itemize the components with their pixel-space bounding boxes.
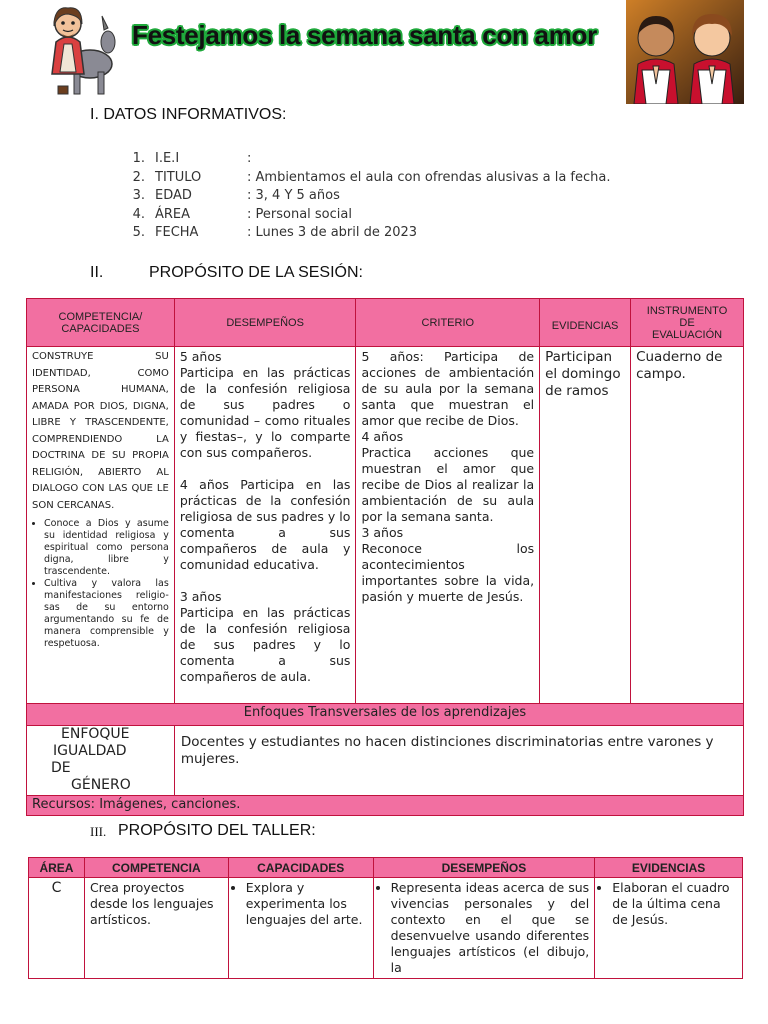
header-evidencias: EVIDENCIAS <box>595 858 743 878</box>
header-competencia: COMPETENCIA <box>84 858 228 878</box>
header-desempenos: DESEMPEÑOS <box>373 858 595 878</box>
list-item: • Conoce a Dios y asume su identidad religiosa y espiritual como persona digna, libre y trascendente. <box>44 518 169 578</box>
list-item: • Representa ideas acerca de sus vivencias personales y del contexto en el que se desenvuelve usando diferentes lenguajes artísticos (el dibujo, la <box>391 880 590 976</box>
enfoque-description: Docentes y estudiantes no hacen distinciones discriminatorias entre varones y mujeres. <box>174 726 743 796</box>
cell-evidencias <box>595 878 743 979</box>
workshop-purpose-table <box>28 857 743 979</box>
enfoque-name: ENFOQUE IGUALDAD DE GÉNERO <box>27 726 175 796</box>
info-list <box>125 151 725 246</box>
table-header-row <box>29 858 743 878</box>
table-header-row <box>27 299 744 347</box>
header-capacidades: CAPACIDADES <box>228 858 373 878</box>
capacidades-list <box>32 518 169 650</box>
header-evidencias: EVIDENCIAS <box>540 299 631 347</box>
section-proposito-sesion-number: II. <box>90 264 104 281</box>
page-title: Festejamos la semana santa con amor <box>132 20 597 50</box>
info-item-area: 4. ÁREA : Personal social <box>132 207 352 222</box>
cell-desempenos: 5 años Participa en las prácticas de la confesión religiosa de sus padres o comunidad – como rituales y fiestas–, y lo comparte con sus compañeros. 4 años Participa en las prácticas de la confesión religiosa de sus padres y lo comenta a sus compañeros de aula y comunidad educativa. 3 años Participa en las prácticas de la confesión religiosa de sus padres y lo comenta a sus compañeros de aula. <box>174 347 356 704</box>
cell-criterio: 5 años: Participa de acciones de ambientación de su aula por la semana santa que muestran el amor que recibe de Dios. 4 años Practica acciones que muestran el amor que recibe de Dios al realizar la ambientación de su aula por la semana santa. 3 años Reconoce los acontecimientos importantes sobre la vida, pasión y muerte de Jesús. <box>356 347 540 704</box>
info-item-iei: 1. I.E.I : <box>132 151 252 166</box>
table-row <box>29 878 743 979</box>
section-proposito-taller-title: PROPÓSITO DEL TALLER: <box>118 822 316 839</box>
cell-competencia <box>27 347 175 704</box>
session-purpose-table <box>26 298 744 816</box>
header-area: ÁREA <box>29 858 85 878</box>
cell-evidencias: Participan el domingo de ramos <box>540 347 631 704</box>
cell-capacidades <box>228 878 373 979</box>
header-instrumento: INSTRUMENTO DE EVALUACIÓN <box>631 299 744 347</box>
cell-desempenos <box>373 878 595 979</box>
table-row <box>27 347 744 704</box>
children-praying-illustration <box>626 0 744 104</box>
enfoques-row <box>27 704 744 726</box>
enfoque-row <box>27 726 744 796</box>
header-criterio: CRITERIO <box>356 299 540 347</box>
info-item-fecha: 5. FECHA : Lunes 3 de abril de 2023 <box>132 225 418 240</box>
list-item: • Cultiva y valora las manifestaciones religio-sas de su entorno argumentando su fe de manera comprensible y respetuosa. <box>44 578 169 650</box>
recursos-row <box>27 796 744 816</box>
enfoques-transversales-label: Enfoques Transversales de los aprendizajes <box>27 704 744 726</box>
cell-instrumento: Cuaderno de campo. <box>631 347 744 704</box>
jesus-on-donkey-illustration <box>38 2 116 100</box>
info-item-titulo: 2. TITULO : Ambientamos el aula con ofrendas alusivas a la fecha. <box>132 170 611 185</box>
section-datos-informativos-title: I. DATOS INFORMATIVOS: <box>90 106 287 123</box>
list-item: • Elaboran el cuadro de la última cena de Jesús. <box>612 880 737 928</box>
cell-area: C <box>29 878 85 979</box>
header-competencia: COMPETENCIA/ CAPACIDADES <box>27 299 175 347</box>
competencia-text: CONSTRUYE SU IDENTIDAD, COMO PERSONA HUMANA, AMADA POR DIOS, DIGNA, LIBRE Y TRASCENDENTE, COMPRENDIENDO LA DOCTRINA DE SU PROPIA RELIGIÓN, ABIERTO AL DIALOGO CON LAS QUE LE SON CERCANAS. <box>32 351 169 511</box>
cell-competencia: Crea proyectos desde los lenguajes artísticos. <box>84 878 228 979</box>
section-proposito-sesion-title: PROPÓSITO DE LA SESIÓN: <box>149 264 363 281</box>
section-proposito-taller-number: III. <box>90 824 107 839</box>
header-desempenos: DESEMPEÑOS <box>174 299 356 347</box>
list-item: • Explora y experimenta los lenguajes del arte. <box>246 880 368 928</box>
info-item-edad: 3. EDAD : 3, 4 Y 5 años <box>132 188 340 203</box>
recursos-text: Recursos: Imágenes, canciones. <box>27 796 744 816</box>
